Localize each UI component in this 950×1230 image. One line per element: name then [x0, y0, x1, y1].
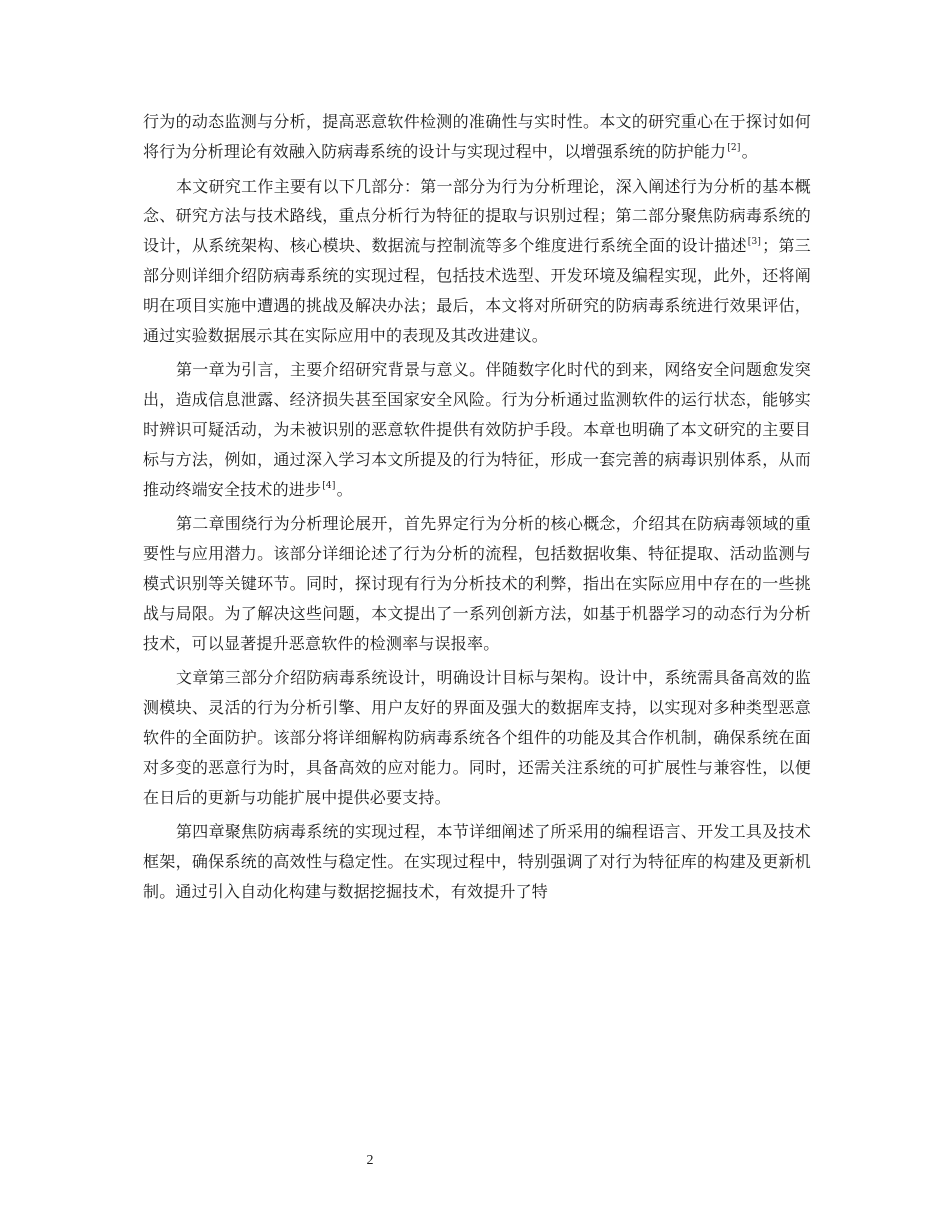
paragraph-text: 第四章聚焦防病毒系统的实现过程，本节详细阐述了所采用的编程语言、开发工具及技术框架，确保系统的高效性与稳定性。在实现过程中，特别强调了对行为特征库的构建及更新机制。通过引入自动化构建与数据挖掘技术，有效提升了特	[143, 822, 811, 901]
body-paragraph	[143, 172, 811, 351]
page-number: 2	[366, 1153, 374, 1168]
paragraph-text: 。	[741, 141, 758, 161]
paragraph-text: 第二章围绕行为分析理论展开，首先界定行为分析的核心概念，介绍其在防病毒领域的重要性与应用潜力。该部分详细论述了行为分析的流程，包括数据收集、特征提取、活动监测与模式识别等关键环节。同时，探讨现有行为分析技术的利弊，指出在实际应用中存在的一些挑战与局限。为了解决这些问题，本文提出了一系列创新方法，如基于机器学习的动态行为分析技术，可以显著提升恶意软件的检测率与误报率。	[143, 514, 811, 653]
body-text	[143, 107, 811, 912]
citation-reference: [2]	[727, 142, 741, 153]
body-paragraph	[143, 817, 811, 906]
paragraph-text: 行为的动态监测与分析，提高恶意软件检测的准确性与实时性。本文的研究重心在于探讨如何将行为分析理论有效融入防病毒系统的设计与实现过程中，以增强系统的防护能力	[143, 112, 811, 161]
body-paragraph	[143, 355, 811, 504]
paragraph-text: 第一章为引言，主要介绍研究背景与意义。伴随数字化时代的到来，网络安全问题愈发突出，造成信息泄露、经济损失甚至国家安全风险。行为分析通过监测软件的运行状态，能够实时辨识可疑活动，为未被识别的恶意软件提供有效防护手段。本章也明确了本文研究的主要目标与方法，例如，通过深入学习本文所提及的行为特征，形成一套完善的病毒识别体系，从而推动终端安全技术的进步	[143, 360, 811, 499]
citation-reference: [3]	[747, 237, 762, 248]
body-paragraph	[143, 663, 811, 812]
body-paragraph	[143, 509, 811, 658]
body-paragraph	[143, 107, 811, 167]
paragraph-text: ；第三部分则详细介绍防病毒系统的实现过程，包括技术选型、开发环境及编程实现，此外，还将阐明在项目实施中遭遇的挑战及解决办法；最后，本文将对所研究的防病毒系统进行效果评估，通过实验数据展示其在实际应用中的表现及其改进建议。	[143, 236, 811, 345]
citation-reference: [4]	[322, 480, 336, 491]
paragraph-text: 本文研究工作主要有以下几部分：第一部分为行为分析理论，深入阐述行为分析的基本概念、研究方法与技术路线，重点分析行为特征的提取与识别过程；第二部分聚焦防病毒系统的设计，从系统架构、核心模块、数据流与控制流等多个维度进行系统全面的设计描述	[143, 176, 811, 256]
paragraph-text: 。	[336, 479, 353, 499]
paragraph-text: 文章第三部分介绍防病毒系统设计，明确设计目标与架构。设计中，系统需具备高效的监测模块、灵活的行为分析引擎、用户友好的界面及强大的数据库支持，以实现对多种类型恶意软件的全面防护。该部分将详细解构防病毒系统各个组件的功能及其合作机制，确保系统在面对多变的恶意行为时，具备高效的应对能力。同时，还需关注系统的可扩展性与兼容性，以便在日后的更新与功能扩展中提供必要支持。	[143, 668, 811, 807]
